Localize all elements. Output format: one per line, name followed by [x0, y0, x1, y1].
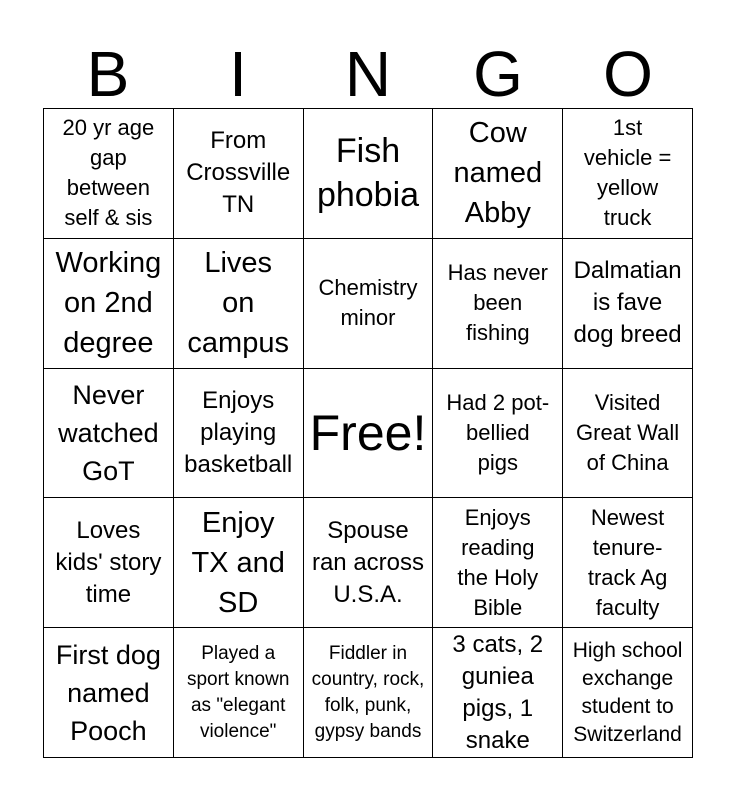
cell-text: Visited Great Wall of China [576, 389, 680, 475]
free-space[interactable] [304, 369, 434, 499]
cell-text: Fish phobia [316, 132, 420, 215]
bingo-cell[interactable] [174, 109, 304, 239]
cell-text: Loves kids' story time [55, 516, 162, 608]
cell-text: Enjoys playing basketball [184, 386, 293, 478]
cell-text: Played a sport known as "elegant violence" [186, 642, 290, 742]
cell-text: Cow named Abby [453, 117, 543, 230]
header-letter-n: N [344, 38, 392, 110]
cell-text: Fiddler in country, rock, folk, punk, gypsy bands [311, 642, 425, 742]
cell-text: 20 yr age gap between self & sis [62, 115, 155, 231]
header-letter-b: B [86, 38, 130, 110]
bingo-cell[interactable] [174, 498, 304, 628]
bingo-cell[interactable] [563, 109, 693, 239]
bingo-cell[interactable] [174, 369, 304, 499]
bingo-cell[interactable] [563, 369, 693, 499]
cell-text: First dog named Pooch [55, 639, 161, 746]
cell-text: Enjoy TX and SD [191, 506, 285, 619]
bingo-cell[interactable] [433, 369, 563, 499]
cell-text: Newest tenure- track Ag faculty [587, 504, 668, 620]
cell-text: 3 cats, 2 guniea pigs, 1 snake [452, 630, 544, 754]
cell-text: Chemistry minor [318, 275, 418, 331]
bingo-cell[interactable] [433, 109, 563, 239]
cell-text: Had 2 pot- bellied pigs [446, 389, 550, 475]
bingo-cell[interactable] [304, 109, 434, 239]
bingo-cell[interactable] [44, 628, 174, 758]
cell-text: 1st vehicle = yellow truck [583, 115, 672, 231]
bingo-cell[interactable] [44, 369, 174, 499]
bingo-cell[interactable] [44, 498, 174, 628]
cell-text: Enjoys reading the Holy Bible [457, 504, 539, 620]
cell-text: Has never been fishing [447, 260, 548, 346]
bingo-cell[interactable] [563, 498, 693, 628]
bingo-cell[interactable] [44, 109, 174, 239]
cell-text: Free! [309, 404, 427, 461]
bingo-cell[interactable] [44, 239, 174, 369]
bingo-cell[interactable] [174, 628, 304, 758]
header-letter-i: I [229, 38, 247, 110]
cell-text: From Crossville TN [186, 127, 291, 219]
bingo-cell[interactable] [433, 498, 563, 628]
bingo-header [43, 40, 693, 108]
bingo-cell[interactable] [563, 239, 693, 369]
bingo-cell[interactable] [304, 498, 434, 628]
bingo-cell[interactable] [304, 239, 434, 369]
bingo-grid [43, 108, 693, 758]
cell-text: Dalmatian is fave dog breed [573, 257, 682, 349]
header-letter-g: G [473, 38, 523, 110]
cell-text: High school exchange student to Switzerland [572, 638, 683, 746]
bingo-cell[interactable] [563, 628, 693, 758]
bingo-cell[interactable] [433, 239, 563, 369]
header-letter-o: O [603, 38, 653, 110]
bingo-cell[interactable] [433, 628, 563, 758]
bingo-cell[interactable] [174, 239, 304, 369]
bingo-cell[interactable] [304, 628, 434, 758]
cell-text: Lives on campus [187, 247, 289, 360]
cell-text: Working on 2nd degree [55, 247, 162, 360]
cell-text: Never watched GoT [58, 379, 159, 486]
cell-text: Spouse ran across U.S.A. [311, 516, 425, 608]
